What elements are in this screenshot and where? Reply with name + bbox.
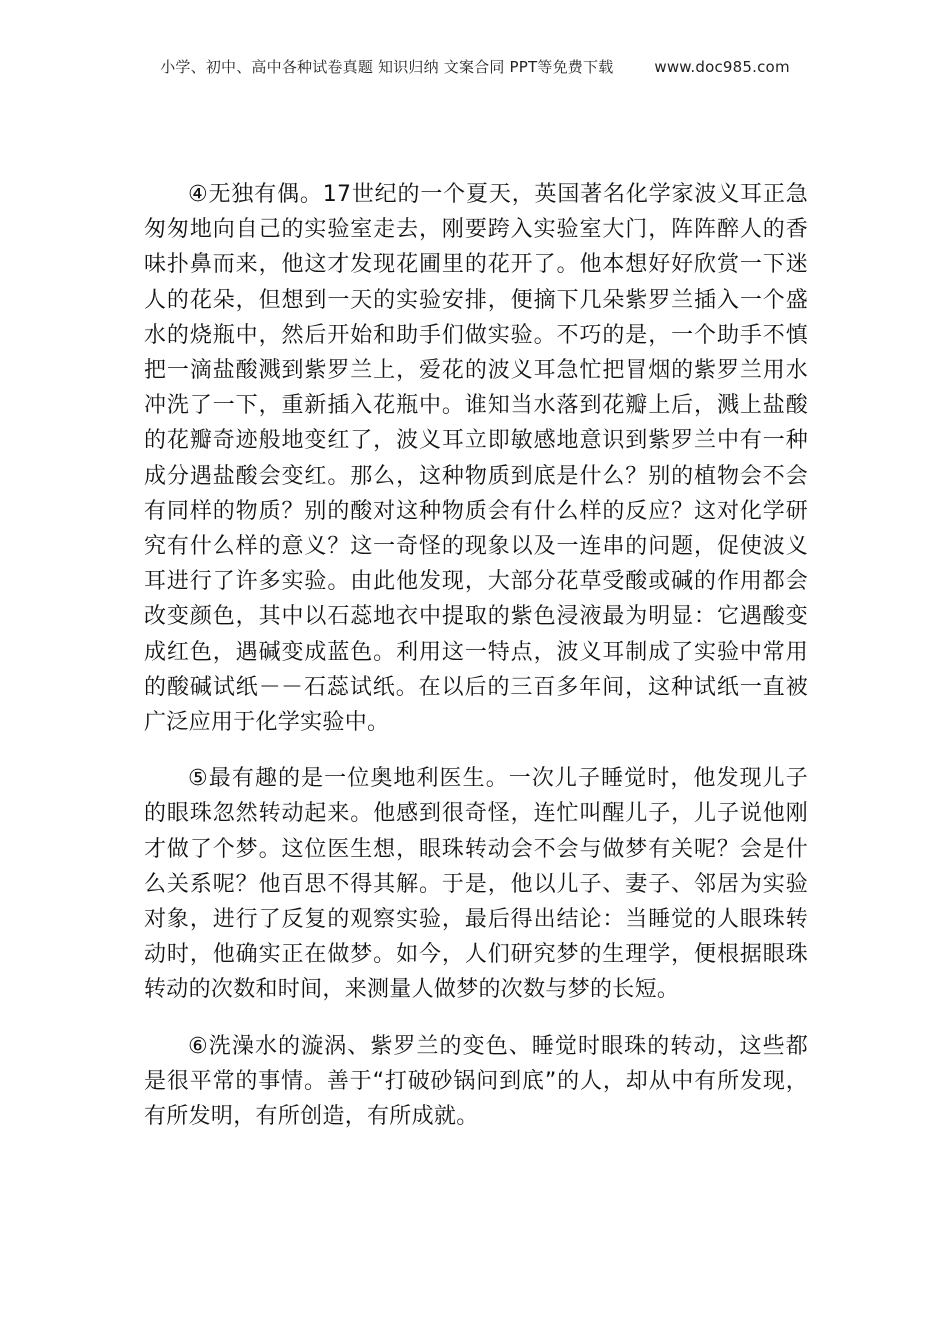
paragraph-5: ⑤最有趣的是一位奥地利医生。一次儿子睡觉时，他发现儿子的眼珠忽然转动起来。他感到很奇怪，连忙叫醒儿子，儿子说他刚才做了个梦。这位医生想，眼珠转动会不会与做梦有关呢？会是什么关系呢？他百思不得其解。于是，他以儿子、妻子、邻居为实验对象，进行了反复的观察实验，最后得出结论：当睡觉的人眼珠转动时，他确实正在做梦。如今，人们研究梦的生理学，便根据眼珠转动的次数和时间，来测量人做梦的次数与梦的长短。	[144, 766, 808, 1003]
article-body	[144, 177, 808, 1134]
paragraph-4: ④无独有偶。17世纪的一个夏天，英国著名化学家波义耳正急匆匆地向自己的实验室走去，刚要跨入实验室大门，阵阵醉人的香味扑鼻而来，他这才发现花圃里的花开了。他本想好好欣赏一下迷人的花朵，但想到一天的实验安排，便摘下几朵紫罗兰插入一个盛水的烧瓶中，然后开始和助手们做实验。不巧的是，一个助手不慎把一滴盐酸溅到紫罗兰上，爱花的波义耳急忙把冒烟的紫罗兰用水冲洗了一下，重新插入花瓶中。谁知当水落到花瓣上后，溅上盐酸的花瓣奇迹般地变红了，波义耳立即敏感地意识到紫罗兰中有一种成分遇盐酸会变红。那么，这种物质到底是什么？别的植物会不会有同样的物质？别的酸对这种物质会有什么样的反应？这对化学研究有什么样的意义？这一奇怪的现象以及一连串的问题，促使波义耳进行了许多实验。由此他发现，大部分花草受酸或碱的作用都会改变颜色，其中以石蕊地衣中提取的紫色浸液最为明显：它遇酸变成红色，遇碱变成蓝色。利用这一特点，波义耳制成了实验中常用的酸碱试纸－－石蕊试纸。在以后的三百多年间，这种试纸一直被广泛应用于化学实验中。	[144, 182, 808, 736]
paragraph-6: ⑥洗澡水的漩涡、紫罗兰的变色、睡觉时眼珠的转动，这些都是很平常的事情。善于“打破砂锅问到底”的人，却从中有所发现，有所发明，有所创造，有所成就。	[144, 1033, 808, 1130]
page-header	[0, 56, 950, 77]
header-tagline: 小学、初中、高中各种试卷真题 知识归纳 文案合同 PPT等免费下载	[160, 58, 614, 76]
header-site-url[interactable]: www.doc985.com	[654, 58, 790, 76]
